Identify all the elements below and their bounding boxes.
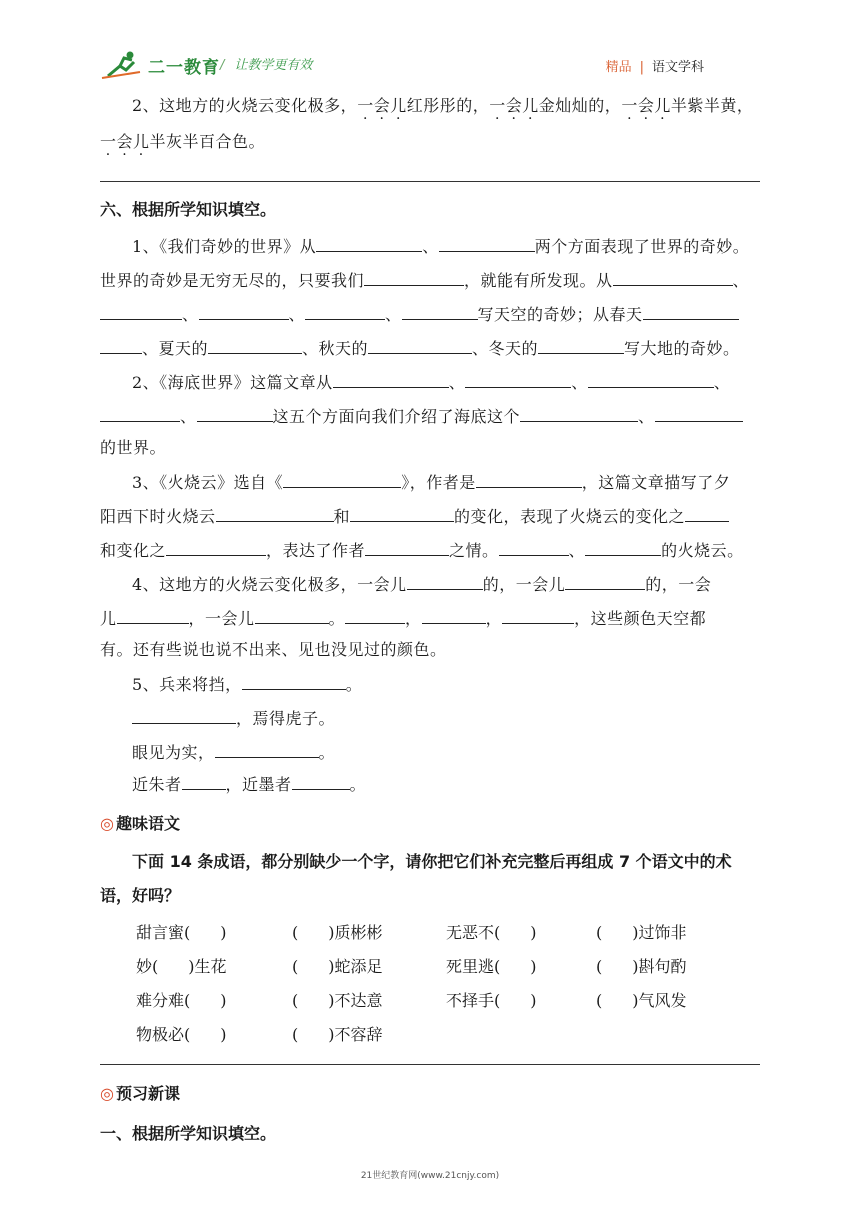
idiom-cell: 甜言蜜( ) <box>136 923 227 942</box>
q4-line3: 有。还有些说也说不出来、见也没见过的颜色。 <box>100 640 447 659</box>
fun-intro-2: 语，好吗？ <box>100 886 181 905</box>
idiom-cell: ( )过饰非 <box>596 923 687 942</box>
divider <box>100 1064 760 1065</box>
idiom-cell: 难分难( ) <box>136 991 227 1010</box>
q3-line3: 和变化之 ，表达了作者 之情。 、 的火烧云。 <box>100 541 744 560</box>
idiom-cell: 无恶不( ) <box>446 923 537 942</box>
idiom-cell: 妙( )生花 <box>136 957 227 976</box>
q1-line1: 1、《我们奇妙的世界》从 、 两个方面表现了世界的奇妙。 <box>132 237 750 256</box>
page-header <box>100 48 760 82</box>
quality-label: 精品 <box>605 60 632 75</box>
q2-line3: 的世界。 <box>100 438 167 457</box>
fun-title-text: 趣味语文 <box>115 814 180 833</box>
q2-line1: 2、《海底世界》这篇文章从 、 、 、 <box>132 373 731 392</box>
q3-line2: 阳西下时火烧云 和 的变化，表现了火烧云的变化之 <box>100 506 760 527</box>
page-footer: 21世纪教育网(www.21cnjy.com) <box>360 1171 500 1181</box>
divider <box>100 181 760 182</box>
brand-logo <box>100 48 220 82</box>
q1-line2: 世界的奇妙是无穷无尽的，只要我们 ，就能有所发现。从 、 <box>100 271 750 290</box>
emph-word: 一会儿 <box>100 132 150 151</box>
idiom-cell: ( )不容辞 <box>292 1025 383 1044</box>
emph-word: 一会儿 <box>621 96 671 115</box>
q5-line2: ，焉得虎子。 <box>132 708 792 729</box>
fun-title <box>100 814 760 834</box>
q3-line1: 3、《火烧云》选自《 》，作者是 ，这篇文章描写了夕 <box>132 473 731 492</box>
header-slogan: / 让教学更有效 <box>220 58 313 73</box>
idiom-cell: ( )不达意 <box>292 991 383 1010</box>
fun-intro-1: 下面 14 条成语，都分别缺少一个字，请你把它们补充完整后再组成 7 个语文中的术 <box>132 852 732 871</box>
brand-name: 二一教育 <box>148 57 220 78</box>
slogan-text: 让教学更有效 <box>234 58 313 73</box>
q5-line1: 5、兵来将挡， 。 <box>132 675 363 694</box>
preview-title-text: 预习新课 <box>115 1084 180 1103</box>
q4-line2: 儿 ，一会儿 。 ， ， ，这些颜色天空都 <box>100 609 707 628</box>
q2-line2: 、 这五个方面向我们介绍了海底这个 、 <box>100 406 760 427</box>
section6-title: 六、根据所学知识填空。 <box>100 200 277 219</box>
q4-line1: 4、这地方的火烧云变化极多，一会儿 的，一会儿 的，一会 <box>132 575 712 594</box>
idiom-cell: ( )质彬彬 <box>292 923 383 942</box>
q1-line3: 、 、 、 写天空的奇妙；从春天 <box>100 304 760 325</box>
q5-line4: 近朱者 ，近墨者 。 <box>132 775 367 794</box>
header-subject: 精品 | 语文学科 <box>605 60 704 75</box>
idiom-cell: 物极必( ) <box>136 1025 227 1044</box>
idiom-cell: 不择手( ) <box>446 991 537 1010</box>
preview-title <box>100 1084 760 1104</box>
emph-word: 一会儿 <box>489 96 539 115</box>
item2-line2: 一会儿半灰半百合色。 <box>100 132 266 151</box>
emph-word: 一会儿 <box>357 96 407 115</box>
circle-bullet-icon: ◎ <box>100 814 114 833</box>
idiom-cell: 死里逃( ) <box>446 957 537 976</box>
idiom-cell: ( )气风发 <box>596 991 687 1010</box>
idiom-cell: ( )斟句酌 <box>596 957 687 976</box>
circle-bullet-icon: ◎ <box>100 1084 114 1103</box>
item2-line1: 2、这地方的火烧云变化极多，一会儿红彤彤的，一会儿金灿灿的，一会儿半紫半黄， <box>132 96 754 115</box>
preview-subtitle: 一、根据所学知识填空。 <box>100 1124 277 1143</box>
q1-line4: 、夏天的 、秋天的 、冬天的 写大地的奇妙。 <box>100 338 760 359</box>
q5-line3: 眼见为实， 。 <box>132 743 336 762</box>
idiom-cell: ( )蛇添足 <box>292 957 383 976</box>
subject-label: 语文学科 <box>651 60 704 75</box>
runner-logo-icon <box>100 50 144 80</box>
